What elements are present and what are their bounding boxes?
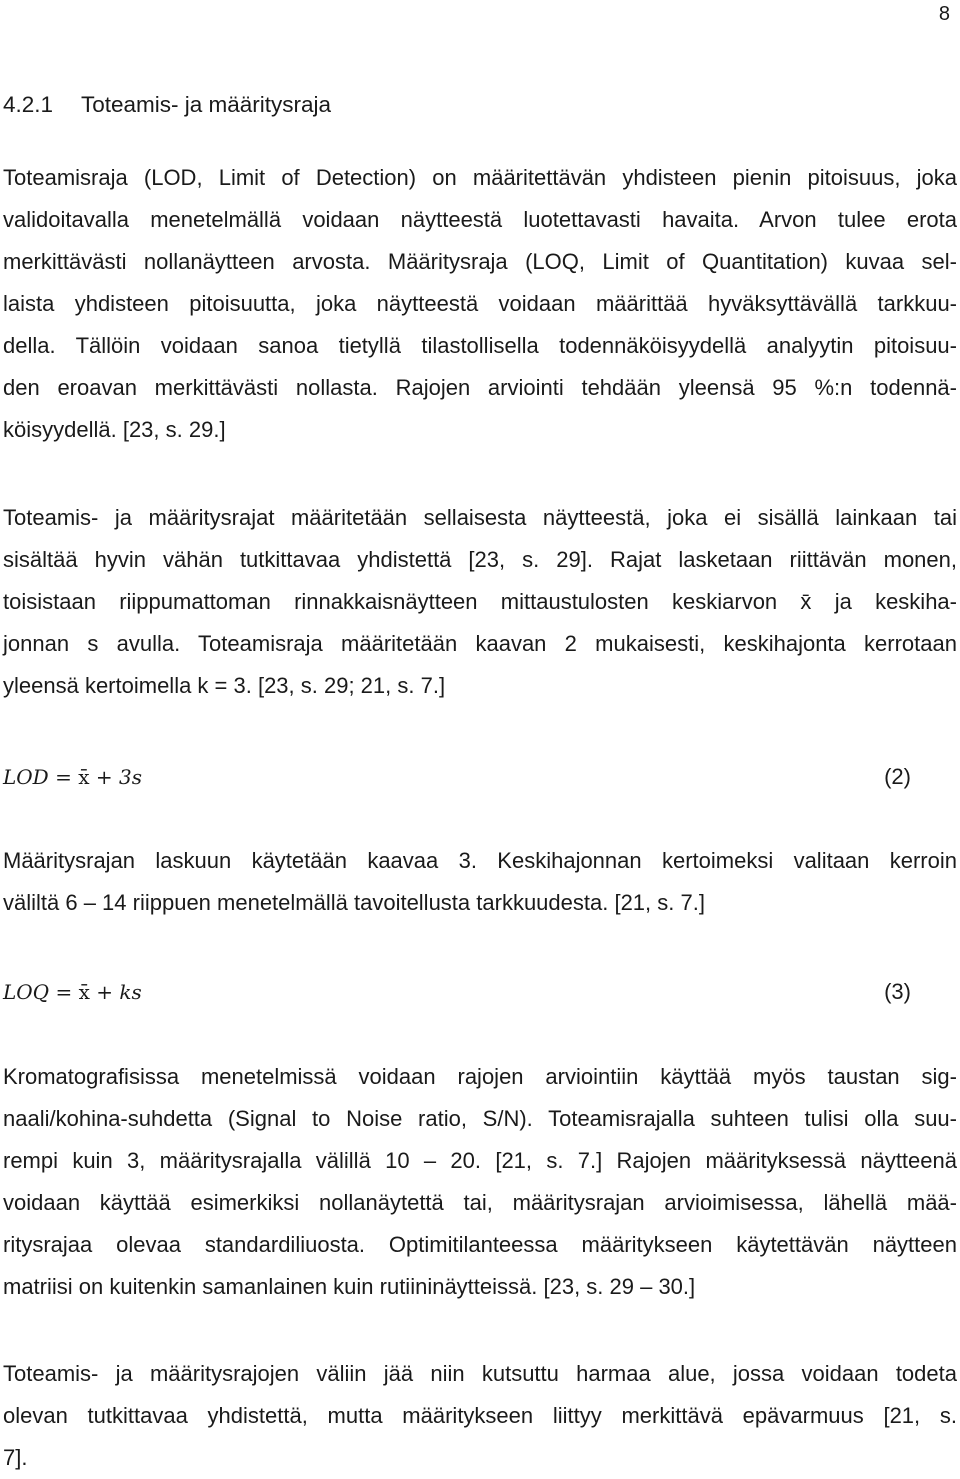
equation-formula xyxy=(3,759,142,795)
equation-mean: x̄ xyxy=(78,765,90,789)
paragraph-grey-area xyxy=(3,1353,957,1479)
paragraph-line: merkittävästi nollanäytteen arvosta. Määritysraja (LOQ, Limit of Quantitation) kuvaa sel- xyxy=(3,249,957,274)
equation-term: 3s xyxy=(118,765,142,789)
paragraph-line: della. Tällöin voidaan sanoa tietyllä tilastollisella todennäköisyydellä analyytin pitoisuu- xyxy=(3,333,957,358)
paragraph-line: sisältää hyvin vähän tutkittavaa yhdistettä [23, s. 29]. Rajat lasketaan riittävän monen, xyxy=(3,547,957,572)
paragraph-line: väliltä 6 – 14 riippuen menetelmällä tavoitellusta tarkkuudesta. [21, s. 7.] xyxy=(3,890,705,915)
paragraph-lod-loq-definition xyxy=(3,157,957,451)
paragraph-line: Toteamis- ja määritysrajojen väliin jää niin kutsuttu harmaa alue, jossa voidaan todeta xyxy=(3,1361,957,1386)
paragraph-line: validoitavalla menetelmällä voidaan näytteestä luotettavasti havaita. Arvon tulee erota xyxy=(3,207,957,232)
paragraph-chromatographic-methods xyxy=(3,1056,957,1308)
paragraph-line: Kromatografisissa menetelmissä voidaan rajojen arviointiin käyttää myös taustan sig- xyxy=(3,1064,957,1089)
paragraph-line: köisyydellä. [23, s. 29.] xyxy=(3,417,226,442)
paragraph-line: ritysrajaa olevaa standardiliuosta. Optimitilanteessa määritykseen käytettävän näytteen xyxy=(3,1232,957,1257)
paragraph-line: Määritysrajan laskuun käytetään kaavaa 3. Keskihajonnan kertoimeksi valitaan kerroin xyxy=(3,848,957,873)
paragraph-line: matriisi on kuitenkin samanlainen kuin rutiininäytteissä. [23, s. 29 – 30.] xyxy=(3,1274,696,1299)
paragraph-line: Toteamis- ja määritysrajat määritetään sellaisesta näytteestä, joka ei sisällä lainkaan tai xyxy=(3,505,957,530)
equation-lod xyxy=(3,759,911,795)
equation-lhs: LOQ xyxy=(3,980,50,1004)
equation-loq xyxy=(3,974,911,1010)
equation-plus: + xyxy=(95,765,113,789)
paragraph-line: jonnan s avulla. Toteamisraja määritetään kaavan 2 mukaisesti, keskihajonta kerrotaan xyxy=(3,631,957,656)
equation-formula xyxy=(3,974,142,1010)
equation-plus: + xyxy=(96,980,113,1004)
section-heading xyxy=(3,88,331,122)
paragraph-line: olevan tutkittavaa yhdistettä, mutta määritykseen liittyy merkittävä epävarmuus [21, s. xyxy=(3,1403,957,1428)
paragraph-line: naali/kohina-suhdetta (Signal to Noise ratio, S/N). Toteamisrajalla suhteen tulisi olla suu- xyxy=(3,1106,957,1131)
paragraph-line: den eroavan merkittävästi nollasta. Rajojen arviointi tehdään yleensä 95 %:n todennä- xyxy=(3,375,957,400)
equation-mean: x̄ xyxy=(78,980,90,1004)
equation-term: ks xyxy=(119,980,142,1004)
paragraph-determination-method xyxy=(3,497,957,707)
equation-operator: = xyxy=(55,980,73,1004)
paragraph-line: laista yhdisteen pitoisuutta, joka näytteestä voidaan määrittää hyväksyttävällä tarkkuu- xyxy=(3,291,957,316)
paragraph-line: rempi kuin 3, määritysrajalla välillä 10 – 20. [21, s. 7.] Rajojen määrityksessä näytteenä xyxy=(3,1148,957,1173)
section-title: Toteamis- ja määritysraja xyxy=(81,92,332,117)
equation-operator: = xyxy=(55,765,72,789)
paragraph-line: yleensä kertoimella k = 3. [23, s. 29; 21, s. 7.] xyxy=(3,673,446,698)
section-number: 4.2.1 xyxy=(3,92,54,117)
paragraph-loq-calculation xyxy=(3,840,957,924)
equation-number: (3) xyxy=(884,979,911,1004)
equation-number: (2) xyxy=(884,764,911,789)
paragraph-line: 7]. xyxy=(3,1445,28,1470)
paragraph-line: voidaan käyttää esimerkiksi nollanäytettä tai, määritysrajan arvioimisessa, lähellä mää- xyxy=(3,1190,957,1215)
page-number: 8 xyxy=(938,3,950,25)
equation-lhs: LOD xyxy=(3,765,49,789)
paragraph-line: Toteamisraja (LOD, Limit of Detection) on määritettävän yhdisteen pienin pitoisuus, joka xyxy=(3,165,957,190)
paragraph-line: toisistaan riippumattoman rinnakkaisnäytteen mittaustulosten keskiarvon x̄ ja keskiha- xyxy=(3,589,957,614)
